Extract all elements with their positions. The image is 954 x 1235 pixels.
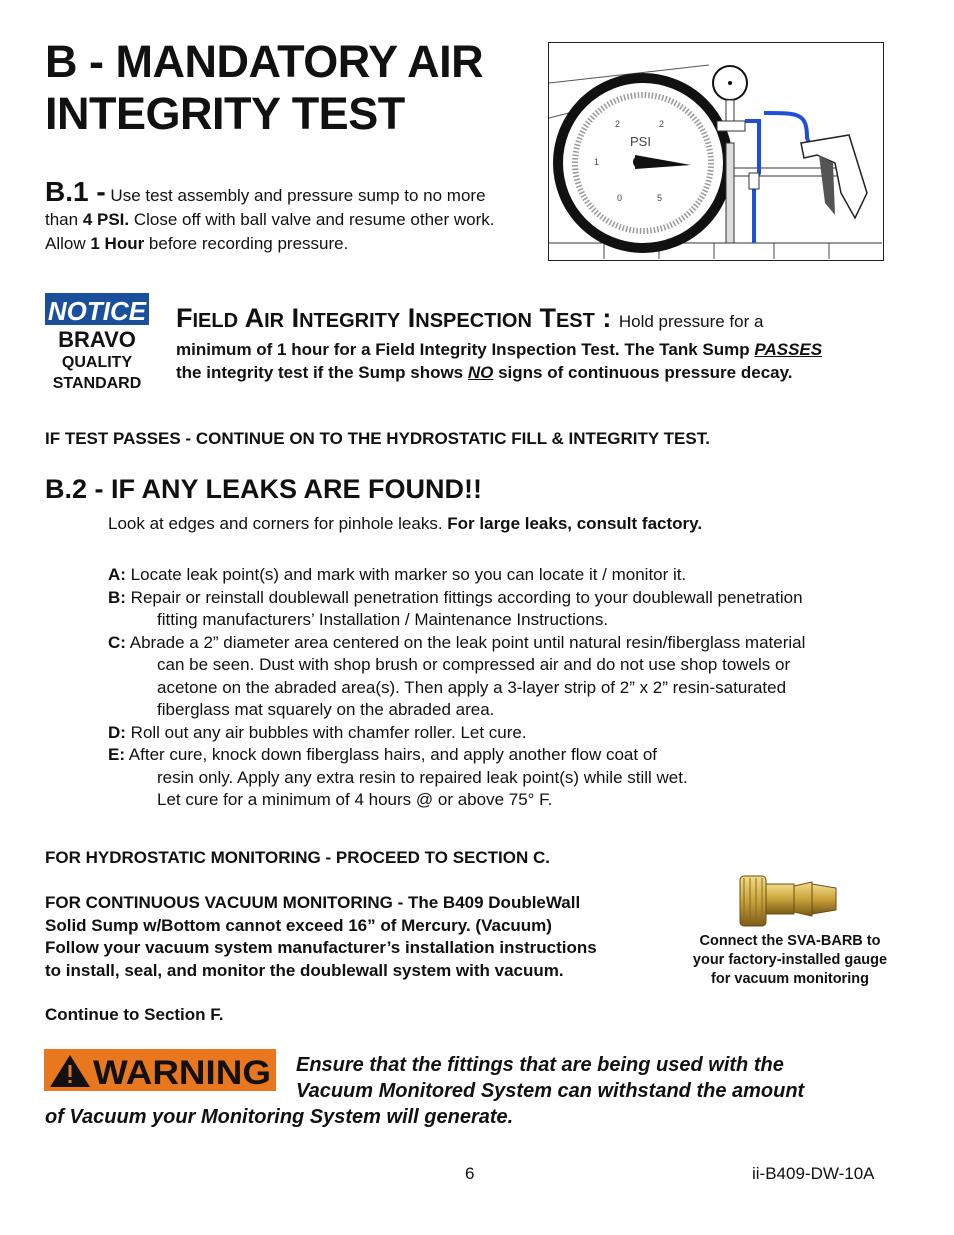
- gauge-illustration: [548, 42, 884, 261]
- warning-text: Ensure that the fittings that are being used with the Vacuum Monitored System can withstand the amount of Vacuum your Monitoring System will generate.: [45, 1054, 805, 1128]
- sva-barb-fitting-image: [736, 868, 840, 932]
- bravo-quality-standard: BRAVO QUALITY STANDARD: [52, 327, 142, 392]
- pressure-gauge-diagram: [549, 43, 882, 259]
- step-a: A: Locate leak point(s) and mark with marker so you can locate it / monitor it.: [108, 565, 687, 584]
- pass-line: IF TEST PASSES - CONTINUE ON TO THE HYDROSTATIC FILL & INTEGRITY TEST.: [45, 429, 710, 448]
- b1-heading: B.1 -: [45, 176, 106, 207]
- svg-text:1: 1: [594, 157, 600, 167]
- svg-text:2: 2: [659, 119, 665, 129]
- svg-text:5: 5: [657, 193, 663, 203]
- repair-steps: A: Locate leak point(s) and mark with marker so you can locate it / monitor it. B: Repair or reinstall doublewall penetration fittings according to your doublewall penetration fitting manufacturers’ Installation / Maintenance Instructions. C: Abrade a 2” diameter area centered on the leak point until natural resin/fiberglass material can be seen. Dust with shop brush or compressed air and do not use shop towels or acetone on the abraded area(s). Then apply a 3-layer strip of 2” x 2” resin-saturated fiberglass mat squarely on the abraded area. D: Roll out any air bubbles with chamfer roller. Let cure. E: After cure, knock down fiberglass hairs, and apply another flow coat of resin only. Apply any extra resin to repaired leak point(s) while still wet. Let cure for a minimum of 4 hours @ or above 75° F.: [108, 564, 908, 812]
- section-b1: B.1 - Use test assembly and pressure sump to no more than 4 PSI. Close off with ball valve and resume other work. Allow 1 Hour before recording pressure.: [45, 176, 495, 253]
- gauge-psi-label: PSI: [630, 134, 651, 149]
- field-test-title: FIELD AIR INTEGRITY INSPECTION TEST : Hold pressure for a: [176, 303, 764, 333]
- hydro-line: FOR HYDROSTATIC MONITORING - PROCEED TO SECTION C.: [45, 848, 550, 867]
- page-number: 6: [465, 1164, 475, 1183]
- svg-text:0: 0: [617, 193, 623, 203]
- step-d: D: Roll out any air bubbles with chamfer roller. Let cure.: [108, 722, 527, 742]
- svg-text:WARNING: WARNING: [93, 1054, 271, 1091]
- fitting-caption: Connect the SVA-BARB to your factory-installed gauge for vacuum monitoring: [692, 933, 888, 987]
- field-test-body: minimum of 1 hour for a Field Integrity Inspection Test. The Tank Sump PASSES the integrity test if the Sump shows NO signs of continuous pressure decay.: [176, 340, 823, 382]
- step-c: C: Abrade a 2” diameter area centered on the leak point until natural resin/fiberglass material: [108, 632, 806, 652]
- vacuum-text: FOR CONTINUOUS VACUUM MONITORING - The B409 DoubleWall Solid Sump w/Bottom cannot exceed 16” of Mercury. (Vacuum) Follow your vacuum system manufacturer’s installation instructions to install, seal, and monitor the doublewall system with vacuum.: [45, 893, 597, 980]
- notice-badge: NOTICE: [45, 293, 149, 325]
- continue-line: Continue to Section F.: [45, 1005, 224, 1024]
- document-id: ii-B409-DW-10A: [752, 1164, 875, 1183]
- step-e: E: After cure, knock down fiberglass hairs, and apply another flow coat of: [108, 745, 658, 764]
- svg-text:2: 2: [615, 119, 621, 129]
- look-text: Look at edges and corners for pinhole leaks. For large leaks, consult factory.: [108, 514, 703, 533]
- section-b2-heading: B.2 - IF ANY LEAKS ARE FOUND!!: [45, 474, 483, 504]
- step-b: B: Repair or reinstall doublewall penetration fittings according to your doublewall penetration: [108, 587, 803, 607]
- page-title: B - MANDATORY AIR INTEGRITY TEST: [45, 36, 484, 139]
